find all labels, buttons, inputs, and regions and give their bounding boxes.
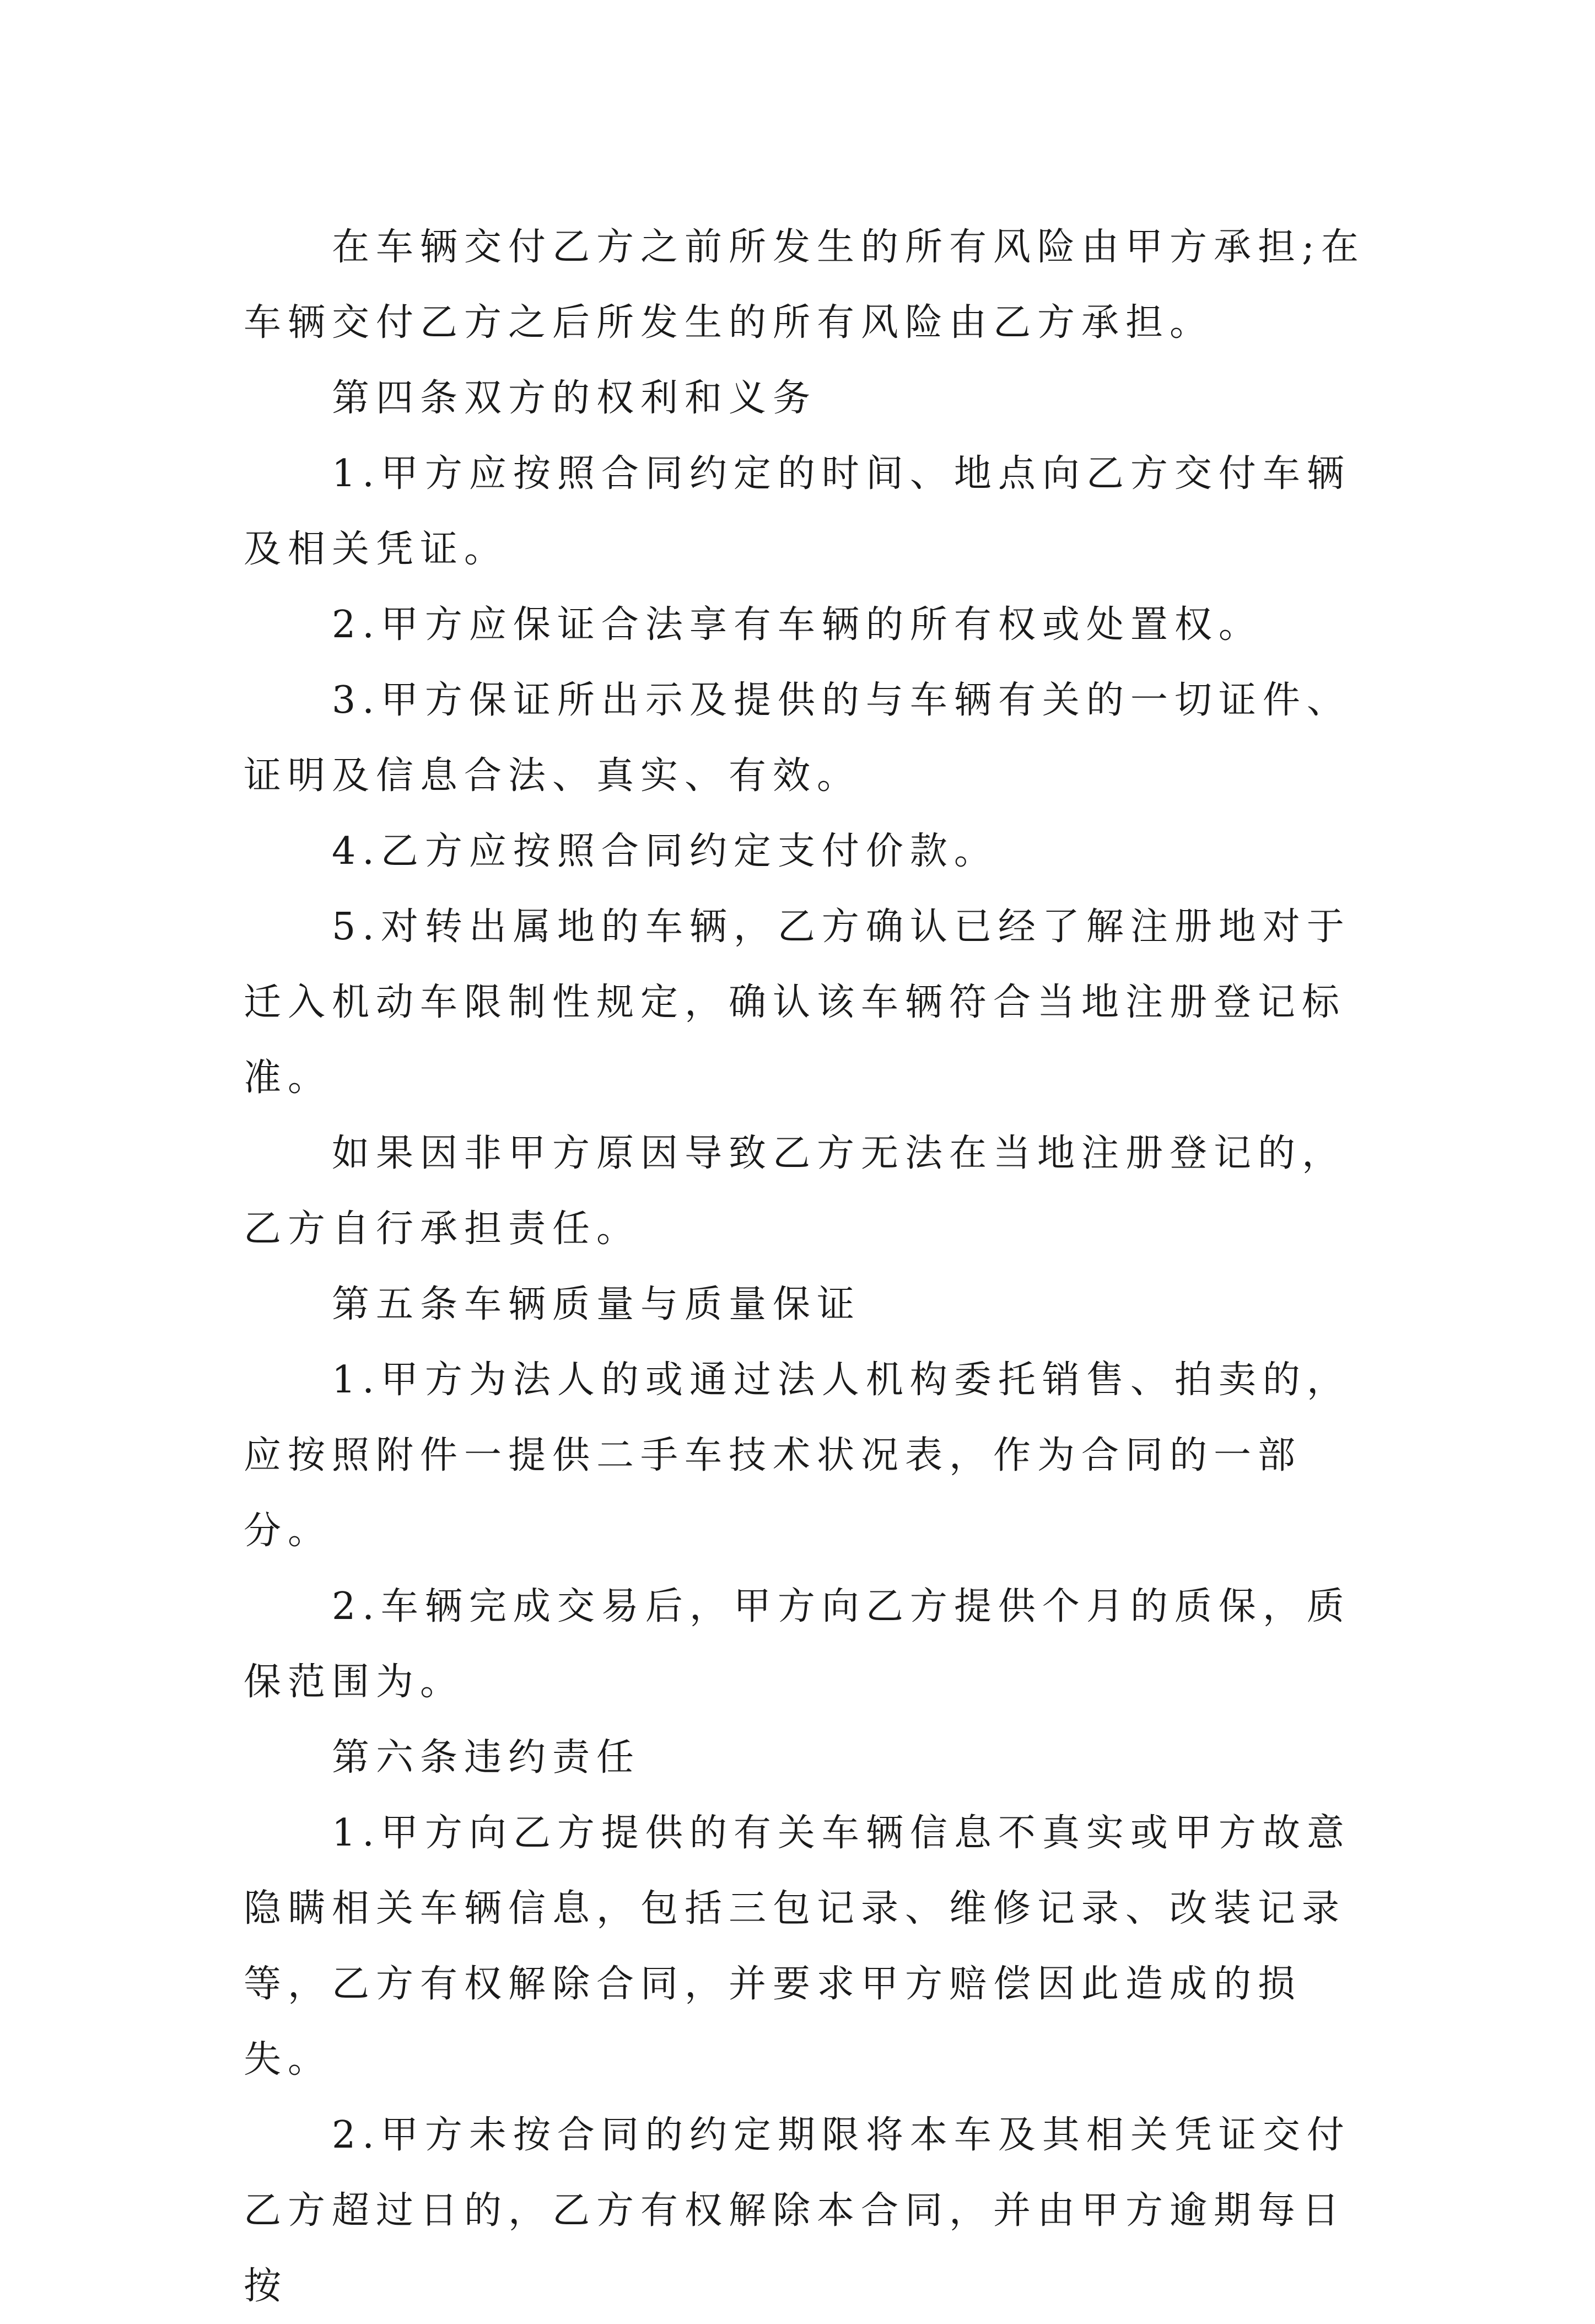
heading-article-6: 第六条违约责任 — [332, 1736, 641, 1779]
document-body — [244, 209, 1368, 2324]
paragraph-article-6-item-1: 1.甲方向乙方提供的有关车辆信息不真实或甲方故意隐瞒相关车辆信息，包括三包记录、维修记录、改装记录等，乙方有权解除合同，并要求甲方赔偿因此造成的损失。 — [244, 1811, 1351, 2081]
paragraph-article-4-registration: 如果因非甲方原因导致乙方无法在当地注册登记的，乙方自行承担责任。 — [244, 1132, 1346, 1251]
paragraph-article-5-item-1: 1.甲方为法人的或通过法人机构委托销售、拍卖的，应按照附件一提供二手车技术状况表，作为合同的一部分。 — [244, 1358, 1351, 1553]
heading-article-5: 第五条车辆质量与质量保证 — [332, 1283, 861, 1326]
paragraph-article-5-item-2: 2.车辆完成交易后，甲方向乙方提供个月的质保，质保范围为。 — [244, 1585, 1351, 1704]
paragraph-article-4-item-4: 4.乙方应按照合同约定支付价款。 — [332, 830, 998, 873]
heading-article-4: 第四条双方的权利和义务 — [332, 376, 817, 420]
paragraph-risk-transfer: 在车辆交付乙方之前所发生的所有风险由甲方承担;在车辆交付乙方之后所发生的所有风险由乙方承担。 — [244, 225, 1365, 345]
paragraph-article-4-item-3: 3.甲方保证所出示及提供的与车辆有关的一切证件、证明及信息合法、真实、有效。 — [244, 679, 1351, 798]
paragraph-article-4-item-5: 5.对转出属地的车辆，乙方确认已经了解注册地对于迁入机动车限制性规定，确认该车辆符合当地注册登记标准。 — [244, 905, 1351, 1100]
paragraph-article-4-item-2: 2.甲方应保证合法享有车辆的所有权或处置权。 — [332, 603, 1263, 647]
paragraph-article-4-item-1: 1.甲方应按照合同约定的时间、地点向乙方交付车辆及相关凭证。 — [244, 452, 1351, 571]
paragraph-article-6-item-2: 2.甲方未按合同的约定期限将本车及其相关凭证交付乙方超过日的，乙方有权解除本合同，并由甲方逾期每日按 — [244, 2113, 1351, 2308]
